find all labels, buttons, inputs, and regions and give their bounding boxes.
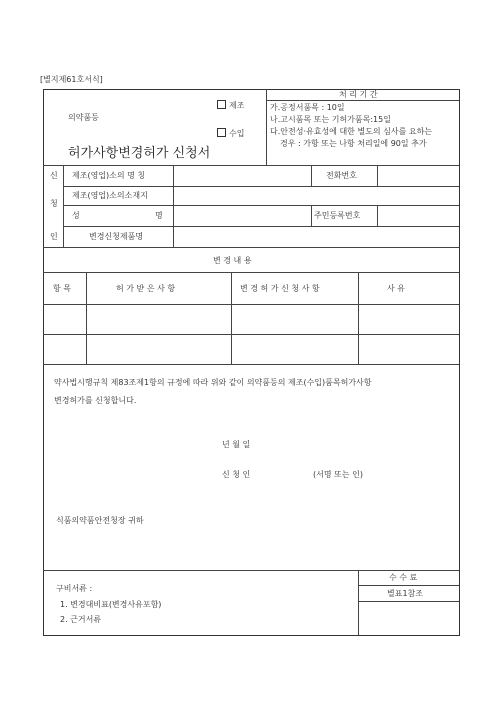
change-row-2-approved[interactable] [87,335,230,363]
processing-line-2: 나.고시품목 또는 기허가품목:15일 [270,115,391,124]
checkbox-icon [217,128,226,137]
change-row-1-reason[interactable] [359,305,457,333]
column-header-reason: 사 유 [387,284,405,293]
business-name-field[interactable] [175,167,309,185]
change-row-2-reason[interactable] [359,335,457,363]
required-doc-2: 2. 근거서류 [60,615,102,624]
change-row-1-item[interactable] [44,305,85,333]
processing-line-3: 다.안전성·유효성에 대한 별도의 심사를 요하는 [270,127,433,136]
resident-number-label: 주민등록번호 [314,211,361,220]
phone-label: 전화번호 [326,171,357,180]
column-header-approved: 허 가 받 은 사 항 [116,284,176,293]
fee-label: 수 수 료 [389,573,418,582]
change-row-2-item[interactable] [44,335,85,363]
product-name-label: 변경신청제품명 [89,232,144,241]
name-label-b: 명 [155,211,163,220]
required-docs-title: 구비서류 : [56,584,93,593]
addressee: 식품의약품안전청장 귀하 [56,516,144,525]
category-label: 의약품등 [68,113,99,122]
resident-number-field[interactable] [379,207,457,225]
fee-value: 별표1참조 [387,589,424,598]
product-name-field[interactable] [175,228,457,246]
statement-line-1: 약사법시행규칙 제83조제1항의 규정에 따라 위와 같이 의약품등의 제조(수입)품목허가사항 [54,378,372,387]
applicant-side-label-3: 인 [50,232,58,241]
page-title: 허가사항변경허가 신청서 [68,146,211,161]
change-row-2-requested[interactable] [232,335,357,363]
column-header-requested: 변 경 허 가 신 청 사 항 [240,284,320,293]
form-code: [별지제61호서식] [40,75,103,84]
statement-line-2: 변경허가를 신청합니다. [54,396,137,405]
business-address-label: 제조(영업)소의소재지 [72,191,148,200]
applicant-side-label-2: 청 [50,199,58,208]
column-header-item: 항 목 [53,284,71,293]
change-row-1-approved[interactable] [87,305,230,333]
checkbox-manufacture[interactable]: 제조 [217,100,244,110]
processing-period-label: 처 리 기 간 [339,90,378,99]
required-doc-1: 1. 변경대비표(변경사유포함) [60,600,162,609]
business-address-field[interactable] [175,188,457,204]
processing-line-4: 경우 : 가항 또는 나항 처리일에 90일 추가 [280,139,427,148]
checkbox-icon [217,100,226,109]
phone-field[interactable] [379,167,457,185]
changes-section-title: 변 경 내 용 [213,256,252,265]
date-field[interactable]: 년 월 일 [222,440,251,449]
processing-line-1: 가.공정서품목 : 10일 [270,103,345,112]
business-name-label: 제조(영업)소의 명 칭 [72,171,146,180]
change-row-1-requested[interactable] [232,305,357,333]
name-label-a: 성 [72,211,80,220]
checkbox-import[interactable]: 수입 [217,128,244,138]
name-field[interactable] [175,207,309,225]
applicant-label: 신 청 인 [222,470,251,479]
applicant-side-label-1: 신 [50,171,58,180]
signature-note: (서명 또는 인) [313,470,363,479]
